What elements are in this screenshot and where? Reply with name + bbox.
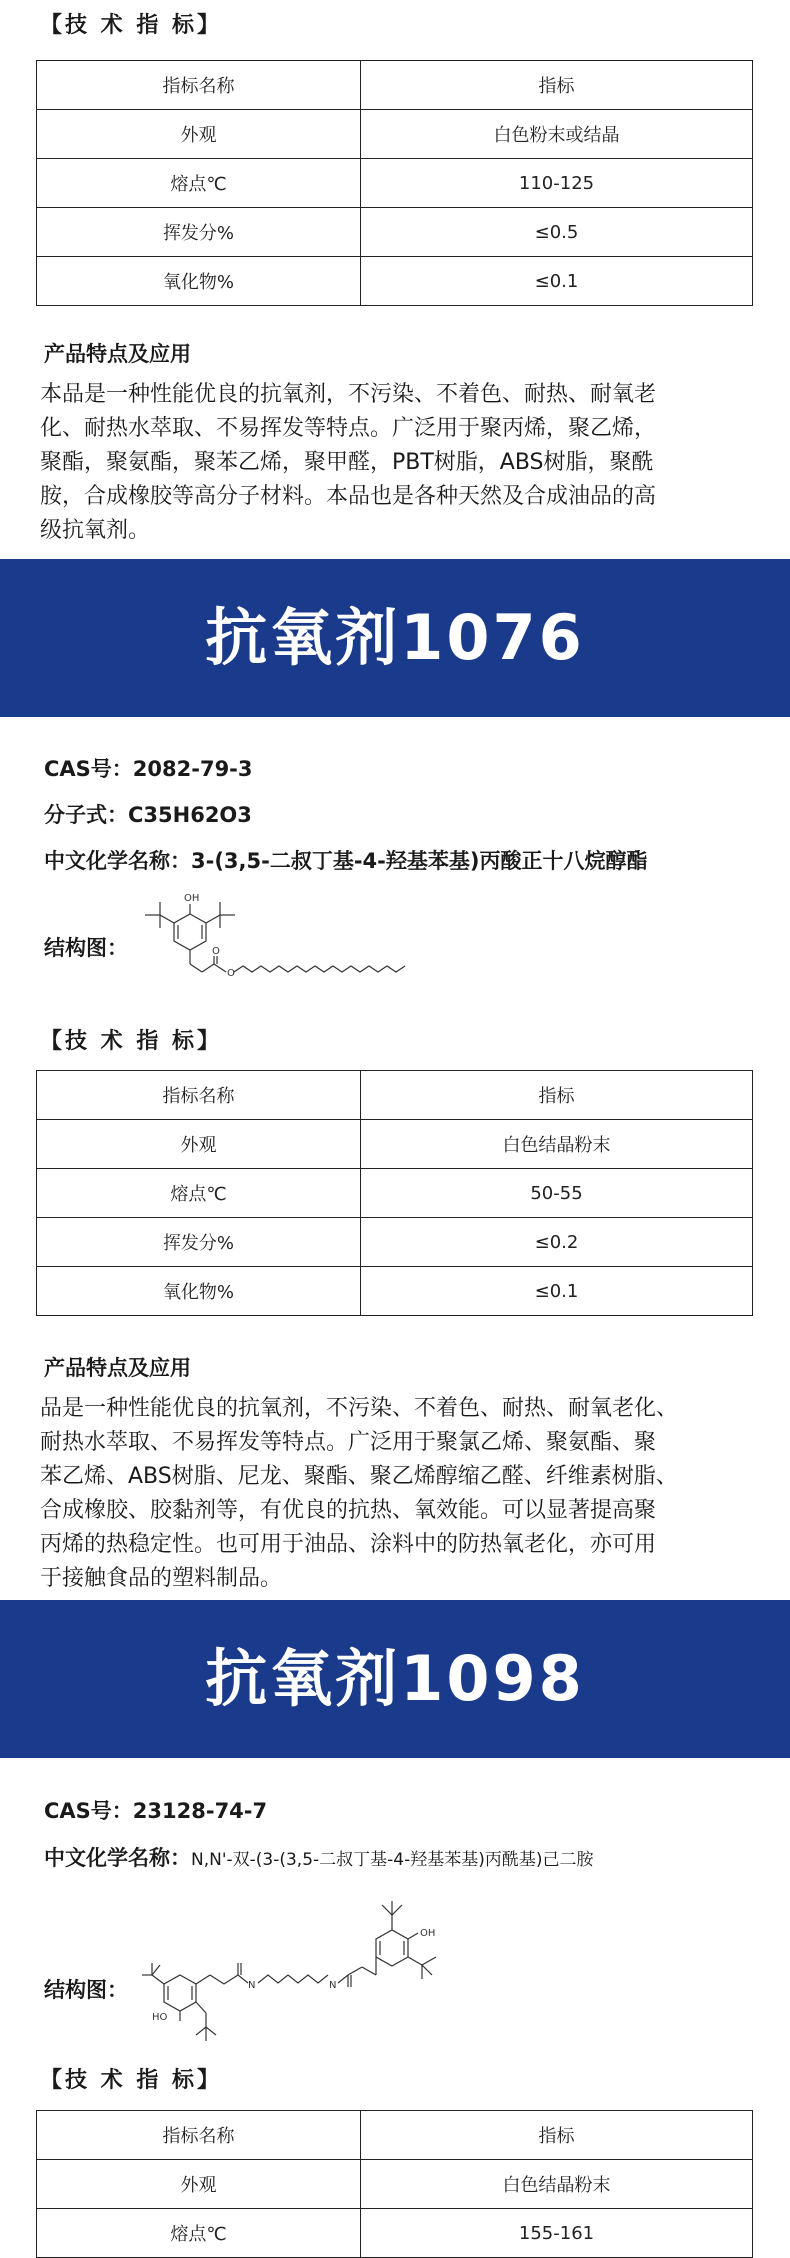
spec-value-cell: 指标: [361, 1071, 753, 1120]
spec-value-cell: ≤0.5: [361, 208, 753, 257]
features-heading: 产品特点及应用: [44, 342, 191, 366]
formula-row-1076: [44, 799, 252, 829]
features-heading-1076: 产品特点及应用: [44, 1356, 191, 1380]
features-text: [40, 378, 760, 548]
tech-spec-heading: 【技 术 指 标】: [40, 13, 222, 38]
struct-oh-text: OH: [420, 1928, 436, 1939]
features-text-1076: [40, 1392, 770, 1596]
table-row: [37, 1267, 753, 1316]
table-row: [37, 110, 753, 159]
spec-table-1098: [36, 2110, 753, 2258]
table-header-row: [37, 1071, 753, 1120]
spec-name-cell: 氧化物%: [37, 1267, 361, 1316]
struct-n-right-text: N: [329, 1980, 337, 1991]
features-line: 品是一种性能优良的抗氧剂，不污染、不着色、耐热、耐氧老化、: [40, 1396, 679, 1421]
product-banner-1076: 抗氧剂1076: [0, 559, 790, 717]
table-row: [37, 1169, 753, 1218]
structure-diagram-1098: [140, 1895, 460, 2065]
struct-oh-text: OH: [184, 893, 200, 904]
tech-spec-heading-1076: 【技 术 指 标】: [40, 1029, 222, 1054]
spec-table-1076: [36, 1070, 753, 1316]
struct-ester-o-text: O: [227, 968, 235, 979]
struct-carbonyl-o-text: O: [212, 946, 220, 957]
spec-value-cell: ≤0.1: [361, 1267, 753, 1316]
table-header-row: [37, 61, 753, 110]
spec-value-cell: 50-55: [361, 1169, 753, 1218]
cas-label: CAS号：: [44, 1799, 133, 1823]
spec-value-cell: 110-125: [361, 159, 753, 208]
spec-name-cell: 熔点℃: [37, 1169, 361, 1218]
spec-table-top: [36, 60, 753, 306]
structure-label-1098: 结构图：: [44, 1978, 128, 2002]
cas-label: CAS号：: [44, 757, 133, 781]
spec-name-cell: 指标名称: [37, 2111, 361, 2160]
tech-spec-heading-1098: 【技 术 指 标】: [40, 2068, 222, 2093]
table-row: [37, 1120, 753, 1169]
chem-name-row-1098: [44, 1842, 594, 1872]
cas-value: 2082-79-3: [132, 757, 253, 781]
table-header-row: [37, 2111, 753, 2160]
cas-value: 23128-74-7: [132, 1799, 268, 1823]
structure-diagram-1076: [140, 884, 410, 1004]
features-line: 耐热水萃取、不易挥发等特点。广泛用于聚氯乙烯、聚氨酯、聚: [40, 1430, 657, 1455]
struct-ho-text: HO: [152, 2012, 168, 2023]
features-line: 丙烯的热稳定性。也可用于油品、涂料中的防热氧老化，亦可用: [40, 1532, 657, 1557]
spec-name-cell: 指标名称: [37, 61, 361, 110]
spec-value-cell: 白色结晶粉末: [361, 2160, 753, 2209]
spec-name-cell: 氧化物%: [37, 257, 361, 306]
cas-row-1076: [44, 753, 253, 783]
spec-name-cell: 挥发分%: [37, 1218, 361, 1267]
cas-row-1098: [44, 1795, 267, 1825]
table-row: [37, 2209, 753, 2258]
product-banner-1098: 抗氧剂1098: [0, 1600, 790, 1758]
spec-value-cell: ≤0.2: [361, 1218, 753, 1267]
spec-name-cell: 指标名称: [37, 1071, 361, 1120]
struct-n-left-text: N: [248, 1980, 256, 1991]
features-line: 聚酯，聚氨酯，聚苯乙烯，聚甲醛，PBT树脂，ABS树脂，聚酰: [40, 450, 654, 475]
table-row: [37, 257, 753, 306]
table-row: [37, 208, 753, 257]
spec-value-cell: 白色结晶粉末: [361, 1120, 753, 1169]
spec-value-cell: 指标: [361, 61, 753, 110]
spec-name-cell: 外观: [37, 1120, 361, 1169]
spec-name-cell: 外观: [37, 110, 361, 159]
spec-value-cell: 白色粉末或结晶: [361, 110, 753, 159]
chem-name-value: N,N'-双-(3-(3,5-二叔丁基-4-羟基苯基)丙酰基)己二胺: [191, 1850, 594, 1870]
chem-name-row-1076: [44, 845, 647, 875]
chem-name-label: 中文化学名称：: [44, 849, 191, 873]
spec-name-cell: 熔点℃: [37, 159, 361, 208]
spec-value-cell: 指标: [361, 2111, 753, 2160]
structure-label-1076: 结构图：: [44, 936, 128, 960]
features-line: 胺，合成橡胶等高分子材料。本品也是各种天然及合成油品的高: [40, 484, 657, 509]
formula-label: 分子式：: [44, 803, 128, 827]
features-line: 苯乙烯、ABS树脂、尼龙、聚酯、聚乙烯醇缩乙醛、纤维素树脂、: [40, 1464, 678, 1489]
spec-name-cell: 外观: [37, 2160, 361, 2209]
spec-value-cell: 155-161: [361, 2209, 753, 2258]
spec-name-cell: 熔点℃: [37, 2209, 361, 2258]
table-row: [37, 1218, 753, 1267]
chem-name-value: 3-(3,5-二叔丁基-4-羟基苯基)丙酸正十八烷醇酯: [191, 849, 648, 873]
features-line: 化、耐热水萃取、不易挥发等特点。广泛用于聚丙烯，聚乙烯，: [40, 416, 657, 441]
formula-value: C35H62O3: [128, 803, 252, 827]
features-line: 级抗氧剂。: [40, 518, 151, 543]
chem-name-label: 中文化学名称：: [44, 1846, 191, 1870]
features-line: 于接触食品的塑料制品。: [40, 1566, 283, 1591]
spec-name-cell: 挥发分%: [37, 208, 361, 257]
spec-value-cell: ≤0.1: [361, 257, 753, 306]
features-line: 本品是一种性能优良的抗氧剂，不污染、不着色、耐热、耐氧老: [40, 382, 657, 407]
table-row: [37, 159, 753, 208]
features-line: 合成橡胶、胶黏剂等，有优良的抗热、氧效能。可以显著提高聚: [40, 1498, 657, 1523]
table-row: [37, 2160, 753, 2209]
